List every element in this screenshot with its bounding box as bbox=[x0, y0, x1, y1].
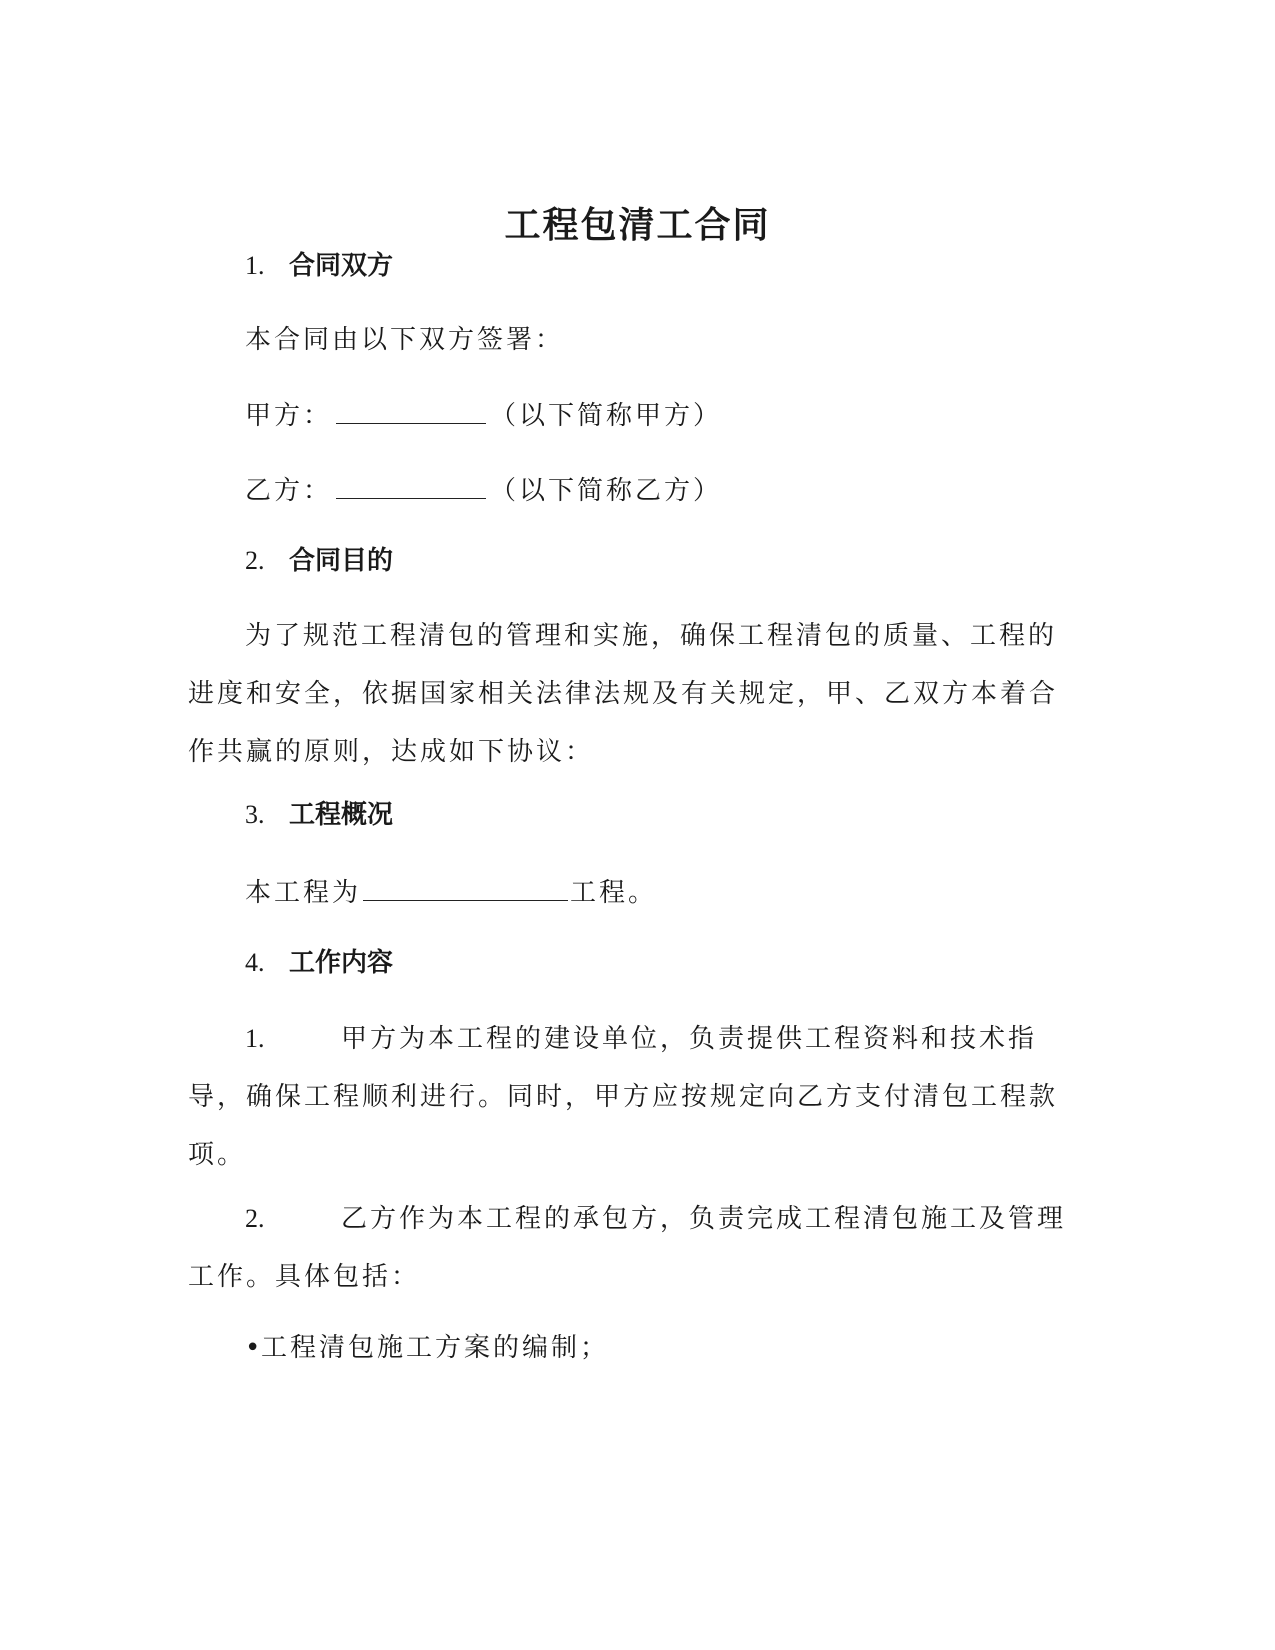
section-title: 合同双方 bbox=[289, 251, 394, 281]
party-b-blank bbox=[336, 470, 486, 499]
party-a-line bbox=[245, 395, 722, 434]
section-heading-work bbox=[245, 945, 393, 981]
section-title: 工作内容 bbox=[289, 948, 394, 978]
work-item-text: 乙方作为本工程的承包方，负责完成工程清包施工及管理工作。具体包括： bbox=[188, 1204, 1067, 1292]
party-b-label: 乙方： bbox=[245, 476, 333, 506]
section-title: 合同目的 bbox=[289, 546, 394, 576]
work-item-text: 甲方为本工程的建设单位，负责提供工程资料和技术指导，确保工程顺利进行。同时，甲方应按规定向乙方支付清包工程款项。 bbox=[188, 1024, 1059, 1170]
section-number: 2. bbox=[245, 546, 265, 575]
section-number: 4. bbox=[245, 948, 265, 977]
party-b-line bbox=[245, 470, 722, 509]
work-item-number: 1. bbox=[245, 1024, 265, 1053]
work-bullet-1 bbox=[245, 1330, 609, 1366]
party-a-blank bbox=[336, 395, 486, 424]
work-item-number: 2. bbox=[245, 1204, 265, 1233]
party-a-label: 甲方： bbox=[245, 401, 333, 431]
section-number: 1. bbox=[245, 251, 265, 280]
document-title: 工程包清工合同 bbox=[504, 204, 771, 246]
parties-intro: 本合同由以下双方签署： bbox=[245, 325, 565, 355]
party-a-suffix: （以下简称甲方） bbox=[490, 401, 723, 431]
section-heading-purpose bbox=[245, 543, 393, 579]
overview-line bbox=[245, 872, 657, 911]
bullet-text: 工程清包施工方案的编制； bbox=[261, 1333, 610, 1363]
overview-prefix: 本工程为 bbox=[245, 878, 362, 908]
party-b-suffix: （以下简称乙方） bbox=[490, 476, 723, 506]
section-heading-overview bbox=[245, 797, 393, 833]
work-item-2 bbox=[188, 1190, 1068, 1306]
purpose-paragraph: 为了规范工程清包的管理和实施，确保工程清包的质量、工程的进度和安全，依据国家相关法律法规及有关规定，甲、乙双方本着合作共赢的原则，达成如下协议： bbox=[188, 621, 1059, 767]
overview-suffix: 工程。 bbox=[570, 878, 658, 908]
work-item-1 bbox=[188, 1010, 1068, 1184]
bullet-icon: • bbox=[245, 1333, 261, 1363]
section-title: 工程概况 bbox=[289, 800, 394, 830]
section-number: 3. bbox=[245, 800, 265, 829]
section-heading-parties bbox=[245, 248, 393, 284]
project-name-blank bbox=[363, 872, 568, 901]
